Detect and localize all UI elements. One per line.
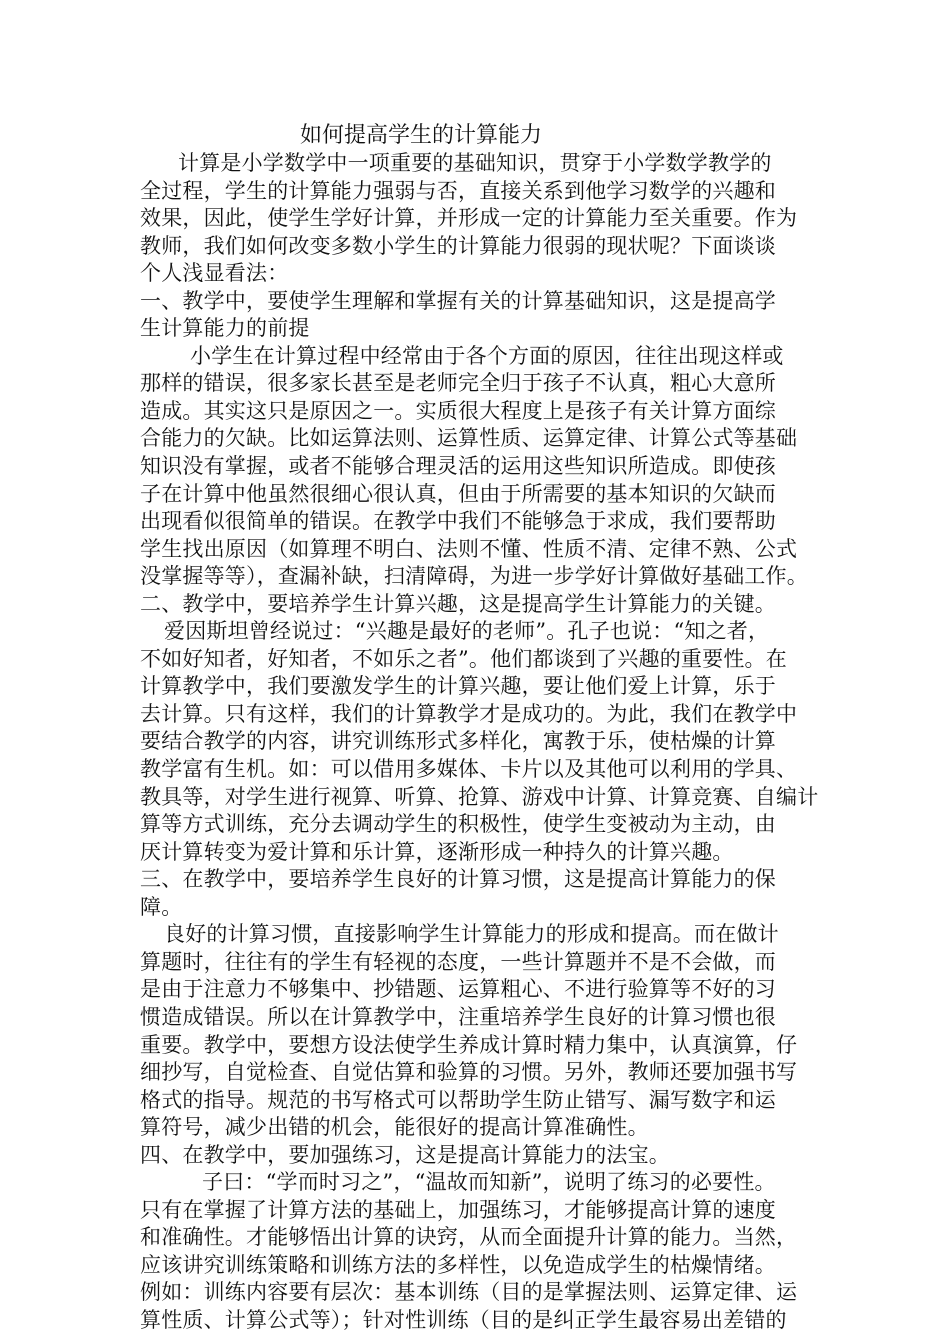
text-line: 没掌握等等），查漏补缺，扫清障碍，为进一步学好计算做好基础工作。 [140,564,808,589]
text-line: 惯造成错误。所以在计算教学中，注重培养学生良好的计算习惯也很 [140,1004,776,1029]
text-line: 是由于注意力不够集中、抄错题、运算粗心、不进行验算等不好的习 [140,977,776,1002]
text-line: 应该讲究训练策略和训练方法的多样性，以免造成学生的枯燥情绪。 [140,1252,776,1277]
text-line: 效果，因此，使学生学好计算，并形成一定的计算能力至关重要。作为 [140,206,798,231]
text-line: 计算教学中，我们要激发学生的计算兴趣，要让他们爱上计算，乐于 [140,674,776,699]
text-line: 那样的错误，很多家长甚至是老师完全归于孩子不认真，粗心大意所 [140,371,776,396]
text-line: 爱因斯坦曾经说过：“兴趣是最好的老师”。孔子也说：“知之者， [164,619,770,644]
text-line: 算符号，减少出错的机会，能很好的提高计算准确性。 [140,1115,649,1140]
text-line: 教具等，对学生进行视算、听算、抢算、游戏中计算、计算竞赛、自编计 [140,784,819,809]
text-line: 知识没有掌握，或者不能够合理灵活的运用这些知识所造成。即使孩 [140,454,776,479]
text-line: 算性质、计算公式等）；针对性训练（目的是纠正学生最容易出差错的 [140,1307,787,1332]
text-line: 子曰：“学而时习之”，“温故而知新”，说明了练习的必要性。 [202,1170,776,1195]
text-line: 要结合教学的内容，讲究训练形式多样化，寓教于乐，使枯燥的计算 [140,729,776,754]
text-line: 二、教学中，要培养学生计算兴趣，这是提高学生计算能力的关键。 [140,591,776,616]
text-line: 子在计算中他虽然很细心很认真，但由于所需要的基本知识的欠缺而 [140,481,776,506]
text-line: 学生找出原因（如算理不明白、法则不懂、性质不清、定律不熟、公式 [140,536,798,561]
text-line: 教师，我们如何改变多数小学生的计算能力很弱的现状呢？下面谈谈 [140,233,776,258]
text-line: 厌计算转变为爱计算和乐计算，逐渐形成一种持久的计算兴趣。 [140,839,734,864]
text-line: 不如好知者，好知者，不如乐之者”。他们都谈到了兴趣的重要性。在 [140,646,787,671]
text-line: 个人浅显看法： [140,261,289,286]
text-line: 算题时，往往有的学生有轻视的态度，一些计算题并不是不会做，而 [140,949,776,974]
text-line: 例如：训练内容要有层次：基本训练（目的是掌握法则、运算定律、运 [140,1280,798,1305]
text-line: 计算是小学数学中一项重要的基础知识，贯穿于小学数学教学的 [178,151,772,175]
text-line: 四、在教学中，要加强练习，这是提高计算能力的法宝。 [140,1142,670,1167]
text-line: 格式的指导。规范的书写格式可以帮助学生防止错写、漏写数字和运 [140,1087,776,1112]
text-line: 全过程，学生的计算能力强弱与否，直接关系到他学习数学的兴趣和 [140,178,776,203]
text-line: 一、教学中，要使学生理解和掌握有关的计算基础知识，这是提高学 [140,288,776,313]
text-line: 出现看似很简单的错误。在教学中我们不能够急于求成，我们要帮助 [140,509,776,534]
text-line: 重要。教学中，要想方设法使学生养成计算时精力集中，认真演算，仔 [140,1032,798,1057]
text-line: 良好的计算习惯，直接影响学生计算能力的形成和提高。而在做计 [164,922,779,947]
text-line: 合能力的欠缺。比如运算法则、运算性质、运算定律、计算公式等基础 [140,426,798,451]
text-line: 细抄写，自觉检查、自觉估算和验算的习惯。另外，教师还要加强书写 [140,1060,798,1085]
text-line: 去计算。只有这样，我们的计算教学才是成功的。为此，我们在教学中 [140,701,798,726]
text-line: 算等方式训练，充分去调动学生的积极性，使学生变被动为主动，由 [140,812,776,837]
text-line: 小学生在计算过程中经常由于各个方面的原因，往往出现这样或 [190,343,784,368]
text-line: 只有在掌握了计算方法的基础上，加强练习，才能够提高计算的速度 [140,1197,776,1222]
document-body [140,150,820,1335]
text-line: 生计算能力的前提 [140,316,310,341]
text-line: 造成。其实这只是原因之一。实质很大程度上是孩子有关计算方面综 [140,398,776,423]
text-line: 三、在教学中，要培养学生良好的计算习惯，这是提高计算能力的保 [140,867,776,892]
text-line: 障。 [140,894,183,919]
text-line: 和准确性。才能够悟出计算的诀窍，从而全面提升计算的能力。当然， [140,1225,798,1250]
text-line: 教学富有生机。如：可以借用多媒体、卡片以及其他可以利用的学具、 [140,757,798,782]
document-title: 如何提高学生的计算能力 [300,123,543,148]
